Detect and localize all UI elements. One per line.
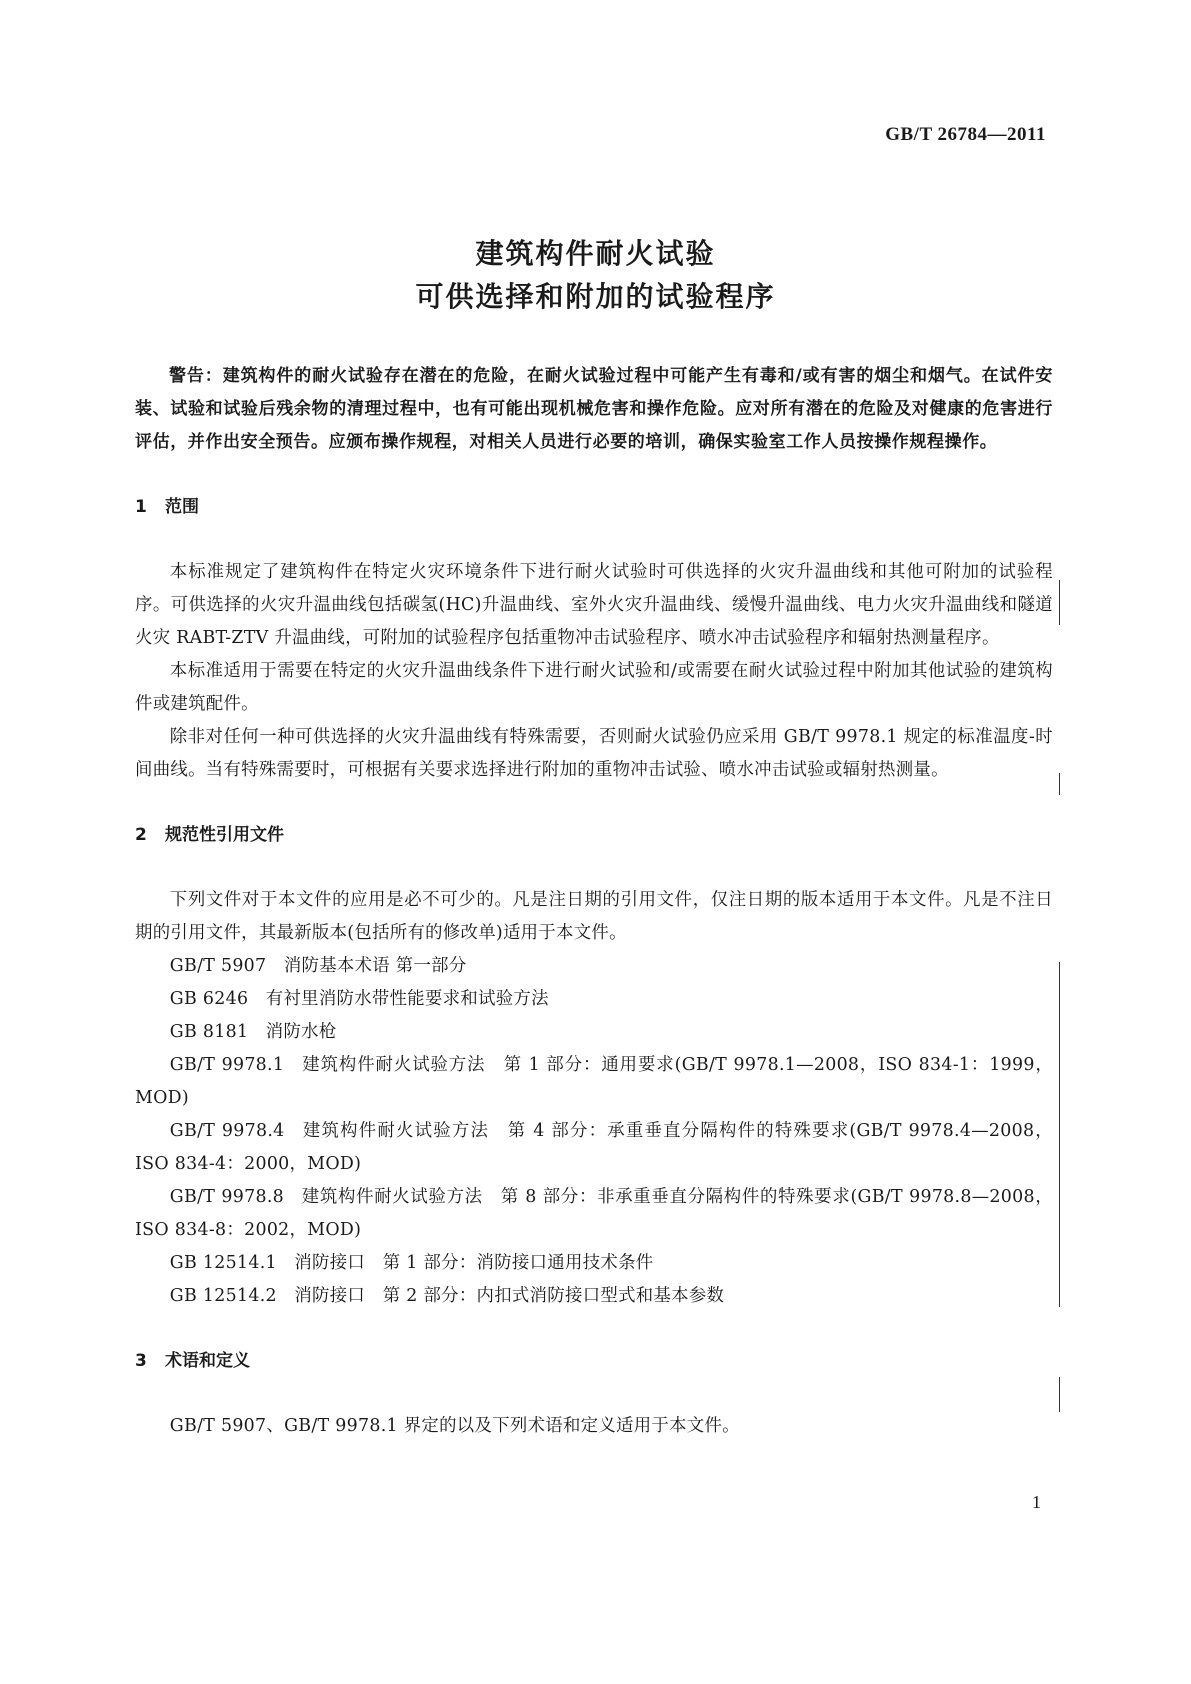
reference-code: GB/T 9978.1 [169,1055,285,1075]
reference-title: 建筑构件耐火试验方法 第 4 部分：承重垂直分隔构件的特殊要求(GB/T 9978.4—2008，ISO 834-4：2000，MOD) [135,1121,1053,1174]
document-title-line-2: 可供选择和附加的试验程序 [415,280,776,313]
reference-code: GB 12514.2 [169,1286,277,1306]
reference-code: GB 8181 [169,1022,249,1042]
change-bar [1059,580,1060,625]
reference-code: GB/T 9978.4 [169,1121,285,1141]
scope-paragraph-1: 本标准规定了建筑构件在特定火灾环境条件下进行耐火试验时可供选择的火灾升温曲线和其他可附加的试验程序。可供选择的火灾升温曲线包括碳氢(HC)升温曲线、室外火灾升温曲线、缓慢升温曲线、电力火灾升温曲线和隧道火灾 RABT-ZTV 升温曲线，可附加的试验程序包括重物冲击试验程序、喷水冲击试验程序和辐射热测量程序。 [135,562,1053,648]
section-title: 规范性引用文件 [165,825,284,845]
reference-code: GB/T 5907 [169,956,267,976]
terms-paragraph: GB/T 5907、GB/T 9978.1 界定的以及下列术语和定义适用于本文件。 [169,1416,740,1436]
reference-item [135,983,1053,1016]
change-bar [1059,773,1060,795]
reference-item [135,1181,1053,1247]
reference-title: 建筑构件耐火试验方法 第 1 部分：通用要求(GB/T 9978.1—2008，ISO 834-1：1999，MOD) [135,1055,1054,1108]
reference-title: 消防水枪 [265,1022,337,1042]
section-title: 术语和定义 [165,1351,250,1371]
change-bar [1059,1377,1060,1412]
page-number: 1 [1032,1492,1041,1512]
section-heading-normative-references [135,787,1053,884]
standard-code: GB/T 26784—2011 [885,124,1046,145]
section-number: 1 [135,497,147,517]
reference-item [135,950,1053,983]
scope-paragraph-3: 除非对任何一种可供选择的火灾升温曲线有特殊需要，否则耐火试验仍应采用 GB/T 9978.1 规定的标准温度-时间曲线。当有特殊需要时，可根据有关要求选择进行附加的重物冲击试验、喷水冲击试验或辐射热测量。 [135,727,1053,780]
section-heading-terms-definitions [135,1313,1053,1410]
reference-list [135,950,1053,1313]
section-heading-scope [135,459,1053,556]
document-title-line-1: 建筑构件耐火试验 [475,237,716,270]
reference-title: 有衬里消防水带性能要求和试验方法 [265,989,549,1009]
document-body [135,360,1053,1443]
section-number: 3 [135,1351,147,1371]
reference-title: 消防接口 第 1 部分：消防接口通用技术条件 [294,1253,654,1273]
reference-item [135,1016,1053,1049]
reference-title: 消防接口 第 2 部分：内扣式消防接口型式和基本参数 [294,1286,725,1306]
change-bar [1059,962,1060,1307]
reference-item [135,1280,1053,1313]
warning-paragraph: 警告：建筑构件的耐火试验存在潜在的危险，在耐火试验过程中可能产生有毒和/或有害的烟尘和烟气。在试件安装、试验和试验后残余物的清理过程中，也有可能出现机械危害和操作危险。应对所有潜在的危险及对健康的危害进行评估，并作出安全预告。应颁布操作规程，对相关人员进行必要的培训，确保实验室工作人员按操作规程操作。 [135,366,1053,452]
reference-item [135,1115,1053,1181]
reference-item [135,1049,1053,1115]
scope-paragraph-2: 本标准适用于需要在特定的火灾升温曲线条件下进行耐火试验和/或需要在耐火试验过程中附加其他试验的建筑构件或建筑配件。 [135,661,1053,714]
reference-item [135,1247,1053,1280]
reference-title: 消防基本术语 第一部分 [283,956,467,976]
reference-code: GB 6246 [169,989,249,1009]
reference-title: 建筑构件耐火试验方法 第 8 部分：非承重垂直分隔构件的特殊要求(GB/T 9978.8—2008，ISO 834-8：2002，MOD) [135,1187,1053,1240]
section-number: 2 [135,825,147,845]
section-title: 范围 [165,497,199,517]
reference-code: GB 12514.1 [169,1253,277,1273]
reference-code: GB/T 9978.8 [169,1187,285,1207]
normative-references-intro: 下列文件对于本文件的应用是必不可少的。凡是注日期的引用文件，仅注日期的版本适用于本文件。凡是不注日期的引用文件，其最新版本(包括所有的修改单)适用于本文件。 [135,890,1053,943]
